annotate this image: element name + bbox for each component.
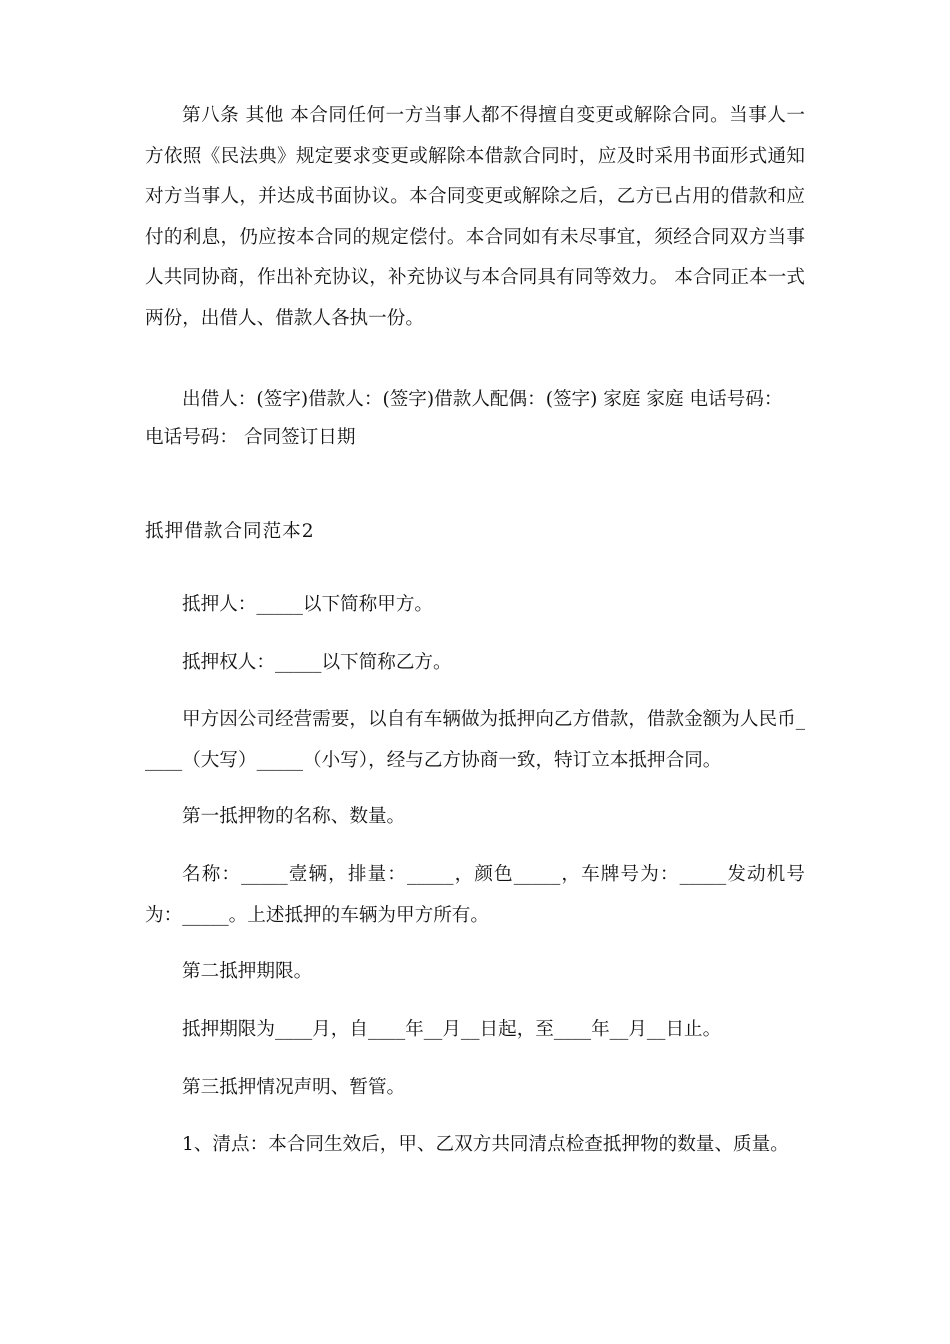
signature-date-fields: 电话号码： 合同签订日期 <box>145 427 356 448</box>
article-2-title: 第二抵押期限。 <box>182 961 313 982</box>
article-3-title: 第三抵押情况声明、暂管。 <box>182 1077 406 1098</box>
mortgagee-line: 抵押权人：_____以下简称乙方。 <box>182 652 452 673</box>
signature-line-2 <box>145 418 805 459</box>
section-title: 抵押借款合同范本2 <box>145 521 315 542</box>
mortgagor-line: 抵押人：_____以下简称甲方。 <box>182 594 434 615</box>
article-1-title: 第一抵押物的名称、数量。 <box>182 806 406 827</box>
clause-1-paragraph: 1、清点：本合同生效后，甲、乙双方共同清点检查抵押物的数量、质量。 <box>182 1134 789 1155</box>
signature-line-1 <box>145 380 805 421</box>
article-1-body: 名称：_____壹辆，排量：_____，颜色_____，车牌号为：_____发动机号为：_____。上述抵押的车辆为甲方所有。 <box>145 864 805 926</box>
signature-fields: 出借人：(签字)借款人：(签字)借款人配偶：(签字) 家庭 家庭 电话号码： <box>182 389 783 410</box>
article-2-body: 抵押期限为____月，自____年__月__日起，至____年__月__日止。 <box>182 1019 722 1040</box>
purpose-paragraph: 甲方因公司经营需要，以自有车辆做为抵押向乙方借款，借款金额为人民币_____（大写）_____（小写），经与乙方协商一致，特订立本抵押合同。 <box>145 709 805 771</box>
article-8-paragraph: 第八条 其他 本合同任何一方当事人都不得擅自变更或解除合同。当事人一方依照《民法典》规定要求变更或解除本借款合同时，应及时采用书面形式通知对方当事人，并达成书面协议。本合同变更或解除之后，乙方已占用的借款和应付的利息，仍应按本合同的规定偿付。本合同如有未尽事宜，须经合同双方当事人共同协商，作出补充协议，补充协议与本合同具有同等效力。 本合同正本一式两份，出借人、借款人各执一份。 <box>145 105 805 329</box>
